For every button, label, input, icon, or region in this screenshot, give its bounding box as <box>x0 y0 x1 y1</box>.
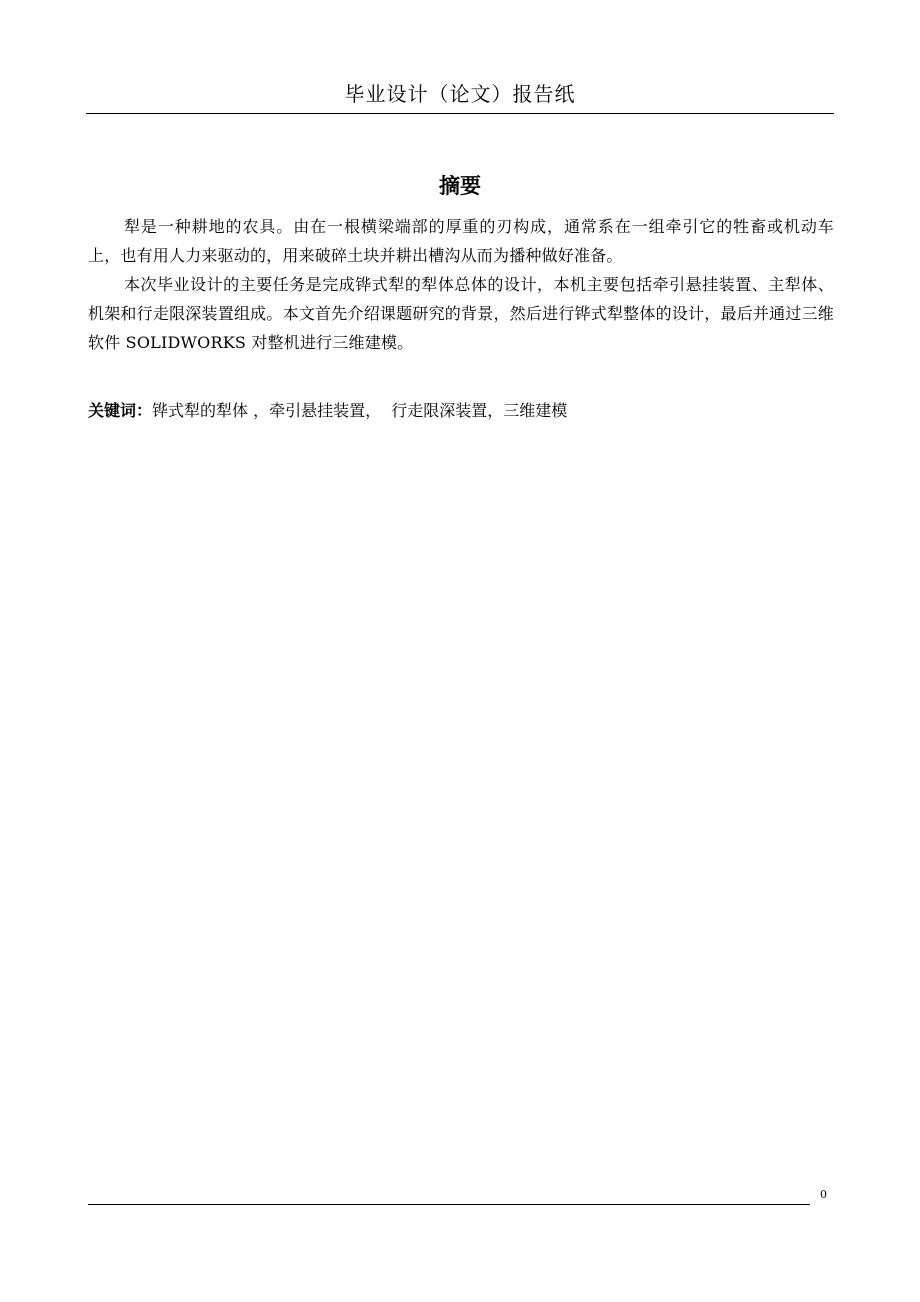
keywords-text: 铧式犁的犁体 ，牵引悬挂装置， 行走限深装置，三维建模 <box>152 401 568 420</box>
abstract-title: 摘要 <box>439 174 481 198</box>
page-header <box>86 80 834 114</box>
page-number: 0 <box>820 1188 827 1201</box>
keywords-label: 关键词： <box>88 401 153 420</box>
abstract-body <box>88 212 834 357</box>
page-header-title: 毕业设计（论文）报告纸 <box>344 82 576 106</box>
abstract-paragraph-2: 本次毕业设计的主要任务是完成铧式犁的犁体总体的设计，本机主要包括牵引悬挂装置、主犁体、机架和行走限深装置组成。本文首先介绍课题研究的背景，然后进行铧式犁整体的设计，最后并通过三维软件 SOLIDWORKS 对整机进行三维建模。 <box>88 275 834 352</box>
keywords-line <box>88 396 834 425</box>
abstract-paragraph-1: 犁是一种耕地的农具。由在一根横梁端部的厚重的刃构成，通常系在一组牵引它的牲畜或机动车上，也有用人力来驱动的，用来破碎土块并耕出槽沟从而为播种做好准备。 <box>88 217 834 265</box>
footer-divider <box>88 1204 810 1205</box>
